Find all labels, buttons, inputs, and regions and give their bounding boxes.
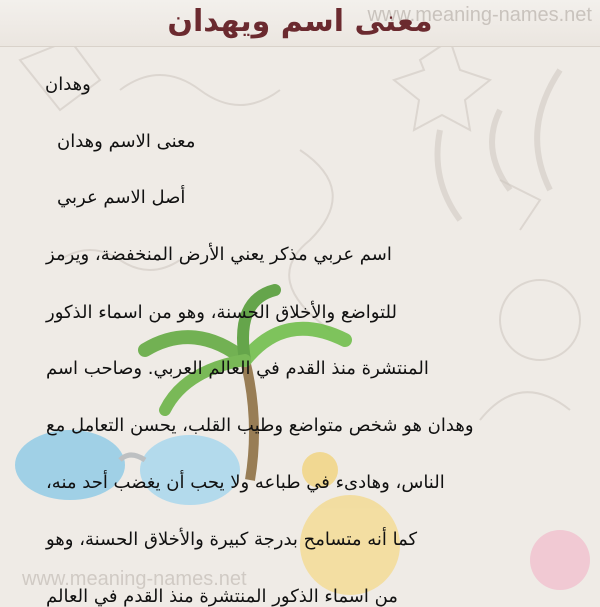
body-line: للتواضع والأخلاق الحسنة، وهو من اسماء الذكور xyxy=(46,302,397,323)
watermark-bottom: www.meaning-names.net xyxy=(22,568,247,590)
body-line: المنتشرة منذ القدم في العالم العربي. وصاحب اسم xyxy=(46,358,429,379)
body-line: وهدان هو شخص متواضع وطيب القلب، يحسن التعامل مع xyxy=(46,415,474,436)
watermark-top: www.meaning-names.net xyxy=(367,4,592,26)
page-title: معنى اسم ويهدان xyxy=(167,4,433,39)
origin-text: أصل الاسم عربي xyxy=(57,187,186,208)
body-line: الناس، وهادىء في طباعه ولا يحب أن يغضب أحد منه، xyxy=(46,472,445,493)
name-text: وهدان xyxy=(45,74,91,95)
body-line: اسم عربي مذكر يعني الأرض المنخفضة، ويرمز xyxy=(46,244,392,265)
body-line: كما أنه متسامح بدرجة كبيرة والأخلاق الحسنة، وهو xyxy=(46,529,418,550)
body-line: من اسماء الذكور المنتشرة منذ القدم في العالم xyxy=(46,586,398,607)
meaning-heading: معنى الاسم وهدان xyxy=(57,131,196,152)
